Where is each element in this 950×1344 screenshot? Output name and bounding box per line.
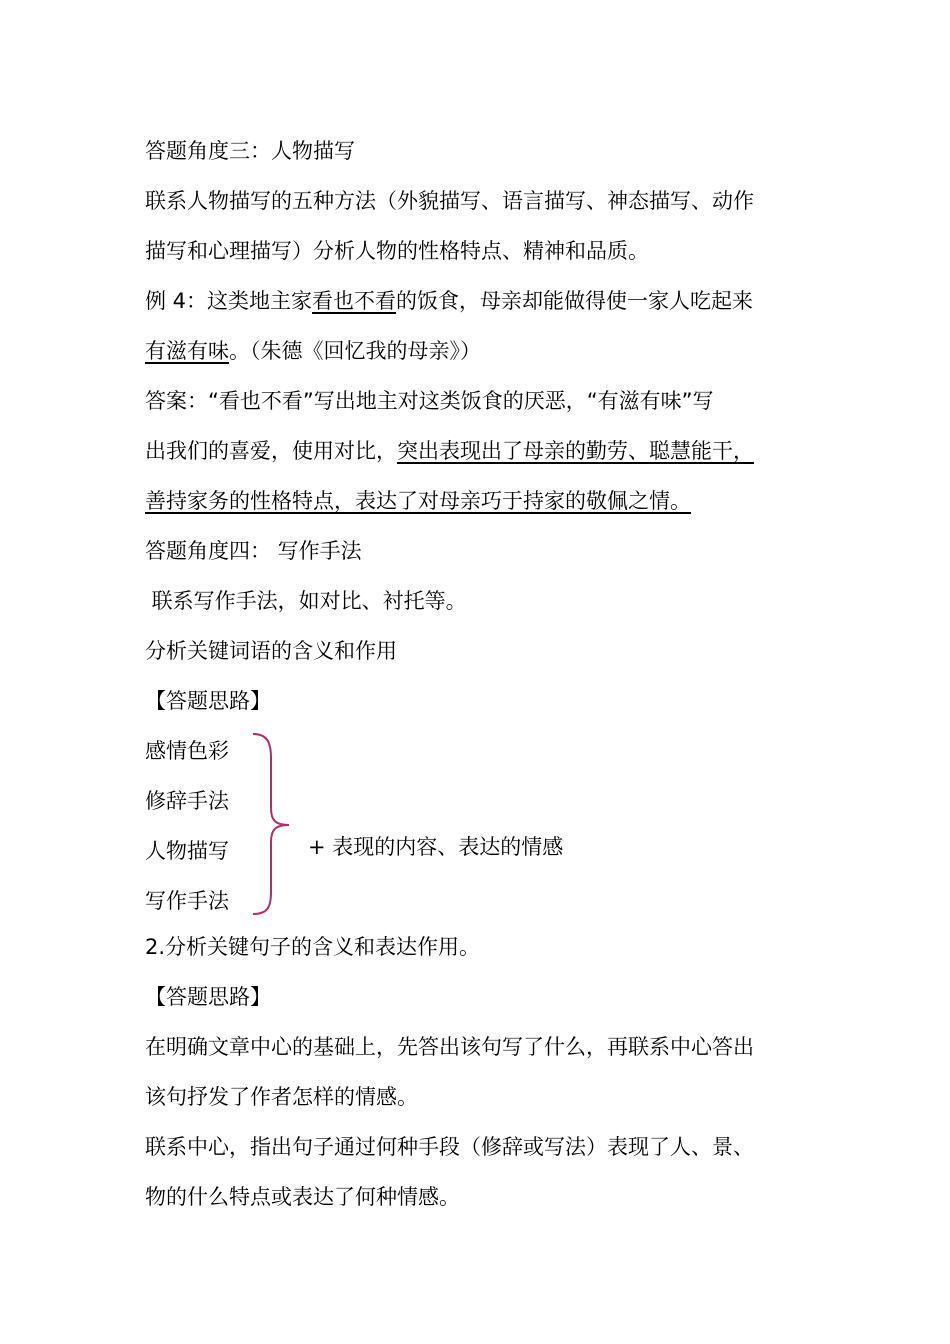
para1-line-1: 在明确文章中心的基础上，先答出该句写了什么，再联系中心答出 (145, 1035, 754, 1059)
angle4-desc: 联系写作手法，如对比、衬托等。 (145, 589, 467, 613)
brace-item-rhetoric: 修辞手法 (145, 789, 229, 813)
answer-line-3-underlined: 善持家务的性格特点，表达了对母亲巧于持家的敬佩之情。 (145, 489, 691, 513)
para1-line-2: 该句抒发了作者怎样的情感。 (145, 1085, 418, 1109)
right-brace-icon (245, 728, 305, 918)
answer-line-2-underlined: 突出表现出了母亲的勤劳、聪慧能干， (397, 439, 754, 463)
example-middle: 的饭食，母亲却能做得使一家人吃起来 (396, 289, 754, 313)
section1-title: 分析关键词语的含义和作用 (145, 639, 397, 663)
angle4-title: 答题角度四： 写作手法 (145, 539, 362, 563)
brace-item-technique: 写作手法 (145, 889, 229, 913)
brace-item-emotion: 感情色彩 (145, 739, 229, 763)
angle3-desc-line-2: 描写和心理描写）分析人物的性格特点、精神和品质。 (145, 239, 649, 263)
example-prefix: 例 4：这类地主家 (145, 289, 313, 313)
para2-line-1: 联系中心，指出句子通过何种手段（修辞或写法）表现了人、景、 (145, 1135, 754, 1159)
example-underlined-phrase-2: 有滋有味 (145, 339, 229, 363)
answer-line-1: 答案：“看也不看”写出地主对这类饭食的厌恶，“有滋有味”写 (145, 389, 714, 413)
section2-title: 2.分析关键句子的含义和表达作用。 (145, 935, 481, 959)
answer-line-2-plain: 出我们的喜爱，使用对比， (145, 439, 397, 463)
thinking-label-2: 【答题思路】 (145, 985, 271, 1009)
angle3-desc-line-1: 联系人物描写的五种方法（外貌描写、语言描写、神态描写、动作 (145, 189, 754, 213)
angle3-title: 答题角度三：人物描写 (145, 139, 355, 163)
thinking-label-1: 【答题思路】 (145, 689, 271, 713)
brace-item-character: 人物描写 (145, 839, 229, 863)
brace-result: + 表现的内容、表达的情感 (308, 835, 564, 859)
example-underlined-phrase-1: 看也不看 (312, 289, 397, 313)
para2-line-2: 物的什么特点或表达了何种情感。 (145, 1185, 460, 1209)
example-suffix: 。（朱德《回忆我的母亲》） (229, 339, 481, 363)
